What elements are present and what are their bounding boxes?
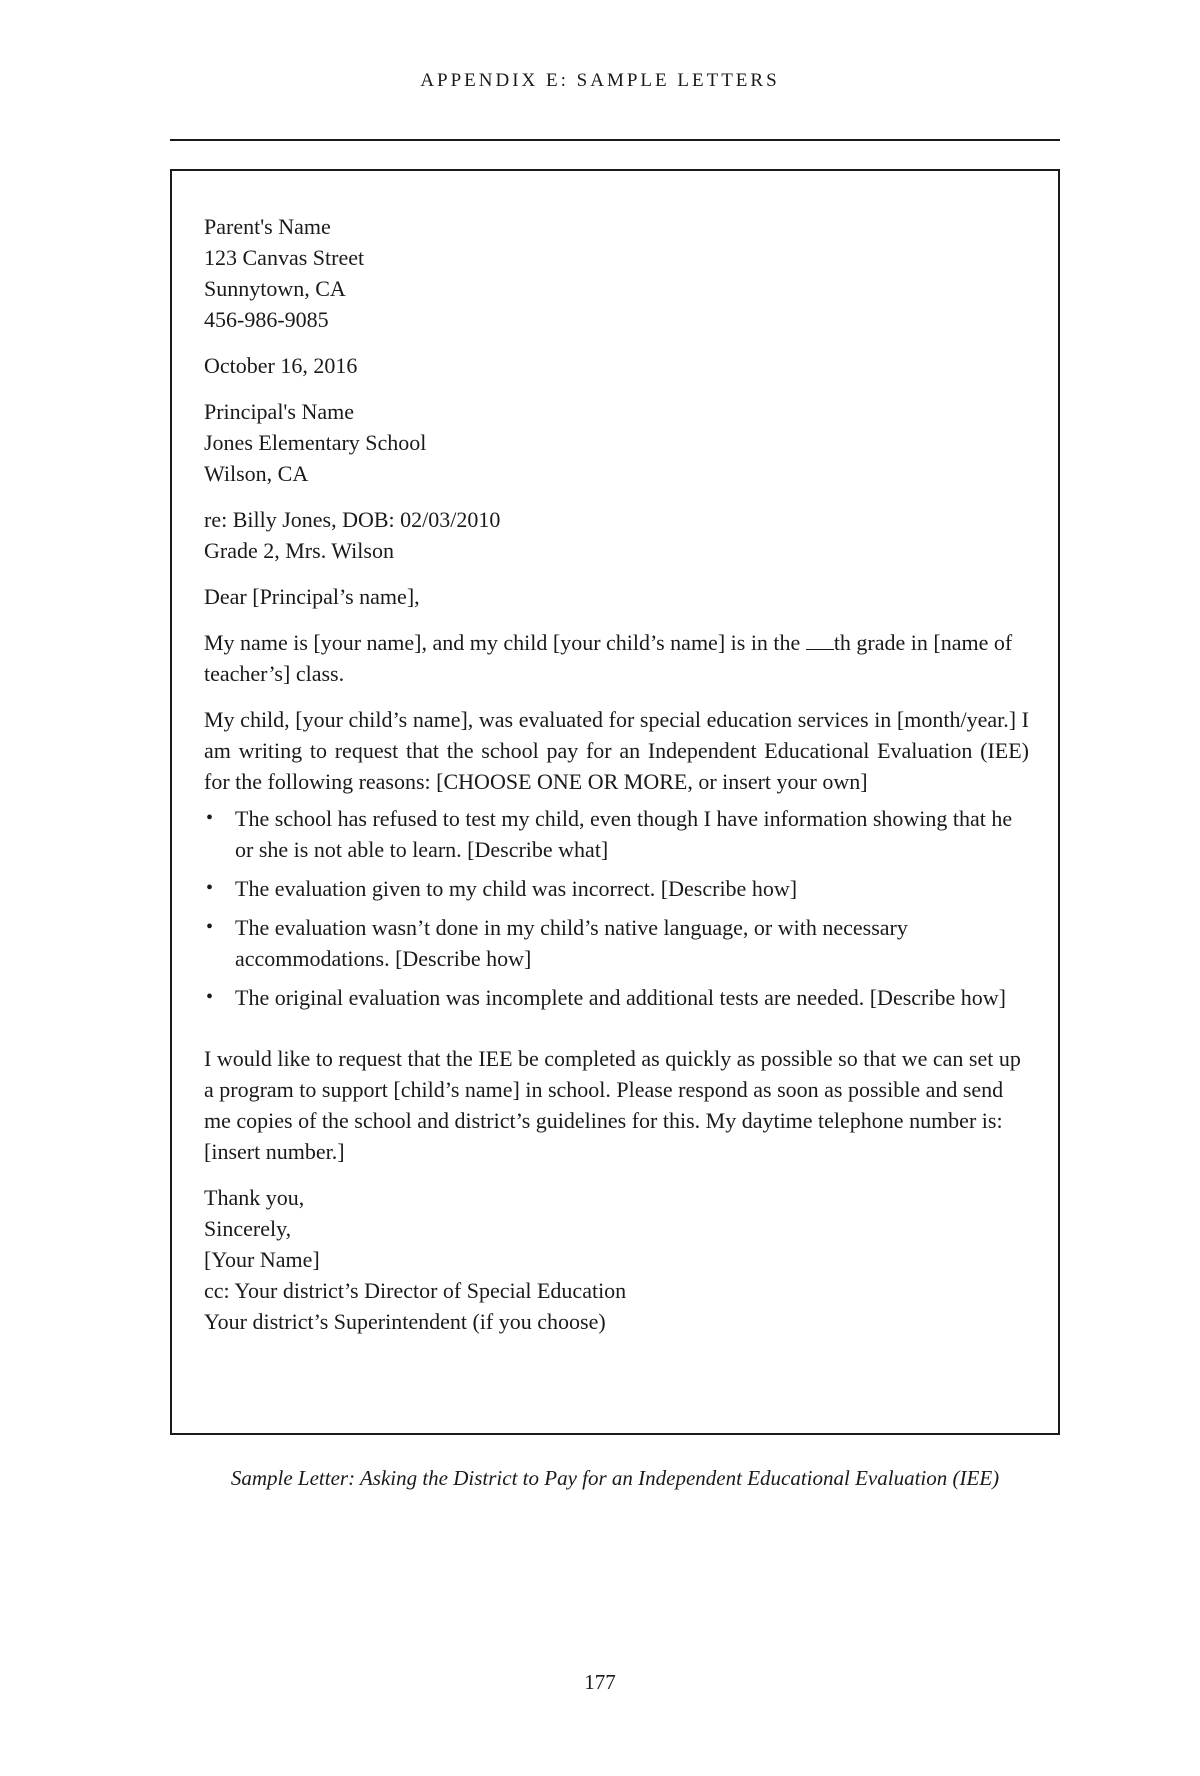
- bullet-icon: •: [206, 986, 214, 1008]
- recipient-city: Wilson, CA: [204, 461, 309, 486]
- sender-phone: 456-986-9085: [204, 307, 329, 332]
- bullet-icon: •: [206, 916, 214, 938]
- list-item: [204, 912, 1029, 974]
- list-item-text: The original evaluation was incomplete and additional tests are needed. [Describe how]: [235, 985, 1006, 1010]
- intro-text-part2: th grade in [name of teacher’s] class.: [204, 630, 1013, 686]
- list-item: [204, 803, 1029, 865]
- re-line: [204, 504, 1029, 566]
- bullet-icon: •: [206, 807, 214, 829]
- bullet-icon: •: [206, 877, 214, 899]
- intro-paragraph: [204, 627, 1029, 689]
- sender-city: Sunnytown, CA: [204, 276, 346, 301]
- letter-date: October 16, 2016: [204, 353, 358, 378]
- recipient-name: Principal's Name: [204, 399, 354, 424]
- sender-street: 123 Canvas Street: [204, 245, 365, 270]
- running-head: APPENDIX E: SAMPLE LETTERS: [420, 70, 780, 91]
- re-grade: Grade 2, Mrs. Wilson: [204, 538, 394, 563]
- list-item-text: The evaluation given to my child was incorrect. [Describe how]: [235, 876, 798, 901]
- closing-request-paragraph: I would like to request that the IEE be completed as quickly as possible so that we can set up a program to support [child’s name] in school. Please respond as soon as possible and send me copies of the school and district’s guidelines for this. My daytime telephone number is: [insert number.]: [204, 1046, 1021, 1164]
- list-item-text: The evaluation wasn’t done in my child’s native language, or with necessary accommodations. [Describe how]: [235, 915, 908, 971]
- sender-address: [204, 211, 1029, 335]
- intro-text-part1: My name is [your name], and my child [your child’s name] is in the: [204, 630, 806, 655]
- list-item: [204, 873, 1029, 904]
- recipient-school: Jones Elementary School: [204, 430, 427, 455]
- grade-blank: [806, 631, 834, 650]
- thank-you: Thank you,: [204, 1185, 305, 1210]
- page-number: 177: [584, 1670, 616, 1694]
- list-item-text: The school has refused to test my child, even though I have information showing that he or she is not able to learn. [Describe what]: [235, 806, 1013, 862]
- cc-superintendent: Your district’s Superintendent (if you choose): [204, 1309, 606, 1334]
- figure-caption: Sample Letter: Asking the District to Pay for an Independent Educational Evaluation (IEE): [230, 1466, 1000, 1490]
- recipient-address: [204, 396, 1029, 489]
- request-paragraph: My child, [your child’s name], was evaluated for special education services in [month/year.] I am writing to request that the school pay for an Independent Educational Evaluation (IEE) for the following reasons: [CHOOSE ONE OR MORE, or insert your own]: [204, 707, 1029, 794]
- header-rule: [170, 139, 1060, 141]
- sender-name: Parent's Name: [204, 214, 331, 239]
- reasons-list: [204, 803, 1029, 1013]
- list-item: [204, 982, 1029, 1013]
- cc-director: cc: Your district’s Director of Special Education: [204, 1278, 627, 1303]
- closing-block: [204, 1182, 1029, 1337]
- sign-off: Sincerely,: [204, 1216, 292, 1241]
- salutation: Dear [Principal’s name],: [204, 584, 420, 609]
- sample-letter-box: [170, 169, 1060, 1435]
- re-student: re: Billy Jones, DOB: 02/03/2010: [204, 507, 501, 532]
- letter-body: [204, 211, 1029, 1352]
- signature-name: [Your Name]: [204, 1247, 320, 1272]
